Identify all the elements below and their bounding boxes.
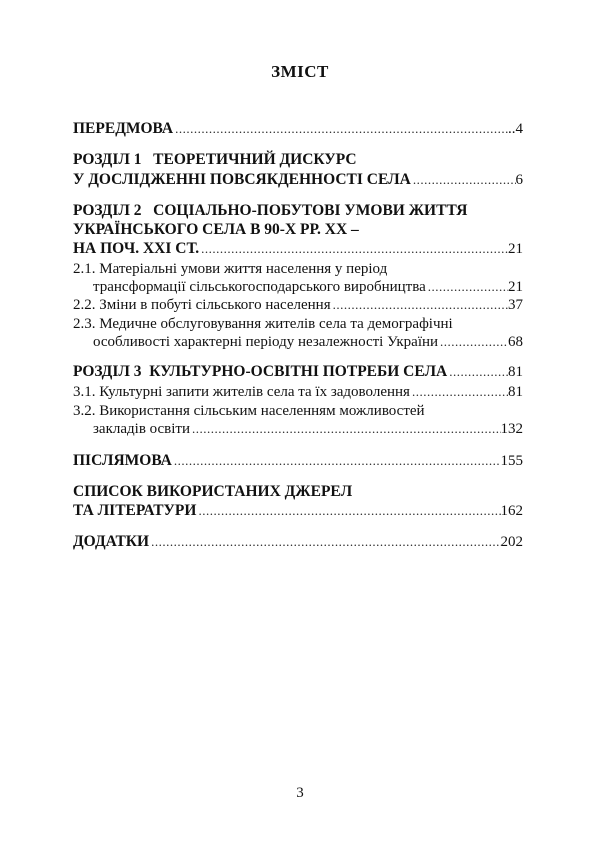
toc-page-number: 81 xyxy=(508,364,523,380)
toc-page-number: 202 xyxy=(500,534,523,550)
toc-entry-section-3[interactable] xyxy=(73,363,523,381)
page-number: 3 xyxy=(296,785,304,801)
toc-entry-2-1[interactable] xyxy=(93,278,523,296)
dot-leader xyxy=(331,296,508,314)
dot-leader xyxy=(172,452,501,470)
dot-leader xyxy=(199,240,508,258)
toc-entry-2-1-title[interactable] xyxy=(73,260,523,278)
toc-entry-section-1-title[interactable] xyxy=(73,151,523,169)
toc-entry-section-2[interactable] xyxy=(73,240,523,258)
toc-entry-label: 2.2. Зміни в побуті сільського населення xyxy=(73,297,331,313)
toc-entry-label: РОЗДІЛ 2 СОЦІАЛЬНО-ПОБУТОВІ УМОВИ ЖИТТЯ xyxy=(73,202,468,219)
toc-entry-label: СПИСОК ВИКОРИСТАНИХ ДЖЕРЕЛ xyxy=(73,483,353,500)
toc-page-number: 21 xyxy=(508,279,523,295)
toc-entry-label: ТА ЛІТЕРАТУРИ xyxy=(73,502,197,519)
toc-entry-3-1[interactable] xyxy=(73,383,523,401)
toc-entry-label: УКРАЇНСЬКОГО СЕЛА В 90-Х РР. ХХ – xyxy=(73,221,359,238)
toc-entry-label: ДОДАТКИ xyxy=(73,533,150,550)
toc-entry-section-1[interactable] xyxy=(73,171,523,189)
toc-entry-appendices[interactable] xyxy=(73,533,523,551)
toc-entry-label: РОЗДІЛ 3 КУЛЬТУРНО-ОСВІТНІ ПОТРЕБИ СЕЛА xyxy=(73,363,448,380)
dot-leader xyxy=(410,383,508,401)
toc-entry-afterword[interactable] xyxy=(73,452,523,470)
dot-leader xyxy=(149,533,500,551)
toc-page-number: 155 xyxy=(500,453,523,469)
dot-leader xyxy=(426,278,508,296)
toc-entry-label: НА ПОЧ. ХХІ СТ. xyxy=(73,240,200,257)
toc-page-number: 81 xyxy=(508,384,523,400)
toc-entry-3-2-title[interactable] xyxy=(73,402,523,420)
dot-leader xyxy=(411,171,516,189)
toc-entry-label: особливості характерні періоду незалежності України xyxy=(93,334,439,350)
toc-entry-label: У ДОСЛІДЖЕННІ ПОВСЯКДЕННОСТІ СЕЛА xyxy=(73,171,411,188)
toc-entry-sources[interactable] xyxy=(73,502,523,520)
toc-page-number: 21 xyxy=(508,241,523,257)
toc-entry-foreword[interactable] xyxy=(73,120,523,138)
toc-page-number: 162 xyxy=(500,503,523,519)
toc-page-number: 132 xyxy=(500,421,523,437)
toc-entry-section-2-title[interactable] xyxy=(73,202,523,220)
toc-entry-2-2[interactable] xyxy=(73,296,523,314)
toc-entry-label: 2.1. Матеріальні умови життя населення у період xyxy=(73,261,388,277)
toc-page-number: 68 xyxy=(508,334,523,350)
toc-entry-label: ПЕРЕДМОВА xyxy=(73,120,174,137)
toc-entry-2-3[interactable] xyxy=(93,333,523,351)
toc-entry-label: 3.2. Використання сільським населенням можливостей xyxy=(73,403,425,419)
toc-page-number: 37 xyxy=(508,297,523,313)
toc-entry-label: 2.3. Медичне обслуговування жителів села та демографічні xyxy=(73,316,453,332)
toc-entry-label: 3.1. Культурні запити жителів села та їх задоволення xyxy=(73,384,410,400)
dot-leader xyxy=(438,333,508,351)
toc-page-number: 6 xyxy=(515,172,523,188)
page-title: ЗМІСТ xyxy=(271,62,329,81)
toc-entry-section-2-title-cont[interactable] xyxy=(73,221,523,239)
toc-entry-label: трансформації сільськогосподарського виробництва xyxy=(93,279,426,295)
dot-leader xyxy=(196,502,500,520)
toc-entry-label: РОЗДІЛ 1 ТЕОРЕТИЧНИЙ ДИСКУРС xyxy=(73,151,357,168)
toc-page-number: ..4 xyxy=(508,121,523,137)
toc-entry-3-2[interactable] xyxy=(93,420,523,438)
dot-leader xyxy=(173,120,508,138)
dot-leader xyxy=(447,363,508,381)
toc-entry-2-3-title[interactable] xyxy=(73,315,523,333)
toc-entry-label: ПІСЛЯМОВА xyxy=(73,452,172,469)
toc-entry-label: закладів освіти xyxy=(93,421,191,437)
dot-leader xyxy=(190,420,500,438)
toc-entry-sources-title[interactable] xyxy=(73,483,523,501)
